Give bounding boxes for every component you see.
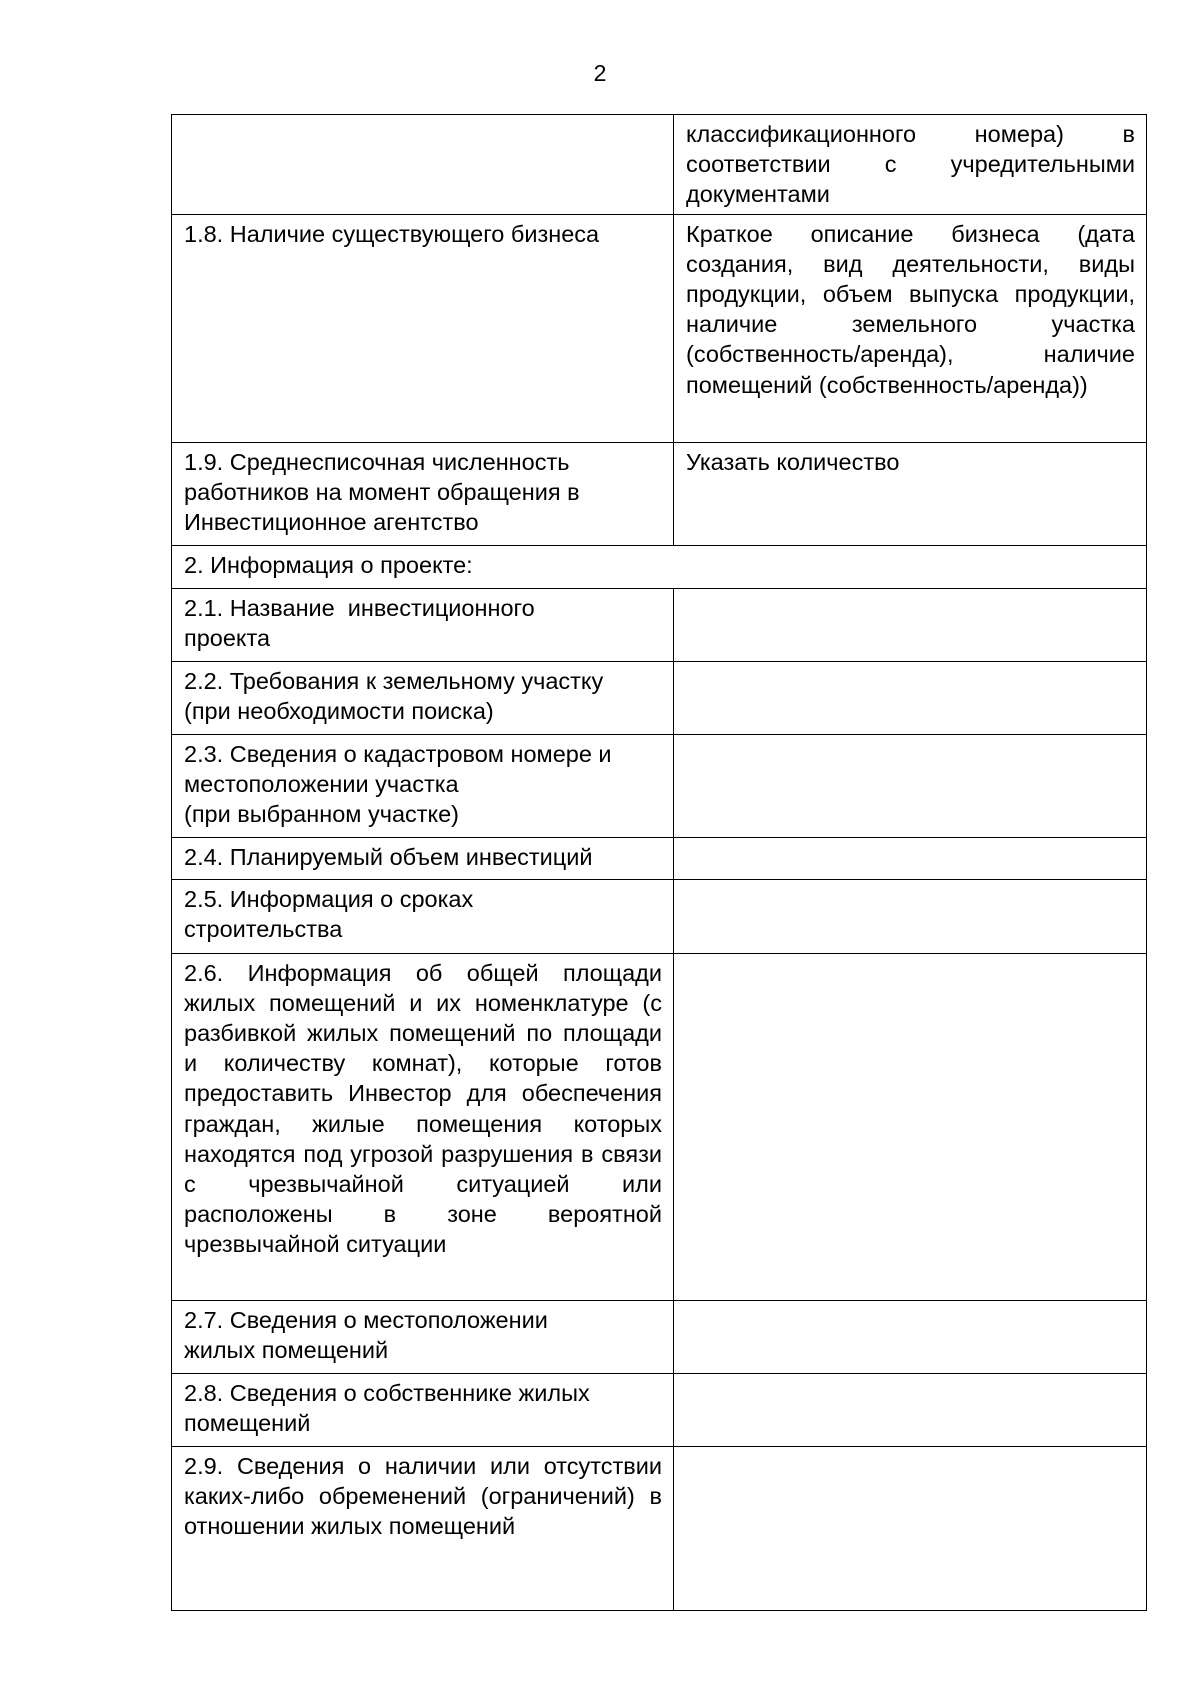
cell-employees-value: Указать количество — [674, 442, 1147, 545]
cell-encumbrances-value[interactable] — [674, 1446, 1147, 1610]
cell-cadastral-label — [172, 734, 674, 837]
table-row — [172, 879, 1147, 953]
cell-housing-location-label — [172, 1300, 674, 1373]
table-row — [172, 588, 1147, 661]
application-form-table — [171, 114, 1147, 1611]
table-row — [172, 214, 1147, 442]
label-line: Инвестиционное агентство — [184, 509, 479, 536]
empty-cell — [172, 115, 674, 215]
label-line: проекта — [184, 624, 271, 651]
label-line: 2.5. Информация о сроках — [184, 885, 474, 912]
cell-construction-terms-value[interactable] — [674, 879, 1147, 953]
cell-housing-area-label: 2.6. Информация об общей площади жилых помещений и их номенклатуре (с разбивкой жилых помещений по площади и количеству комнат), которые готов предоставить Инвестор для обеспечения граждан, жилые помещения которых находятся под угрозой разрушения в связи с чрезвычайной ситуацией или расположены в зоне вероятной чрезвычайной ситуации — [172, 953, 674, 1300]
label-line: 2.7. Сведения о местоположении — [184, 1306, 548, 1333]
label-line: местоположении участка — [184, 770, 459, 797]
table-row — [172, 442, 1147, 545]
table-row — [172, 1373, 1147, 1446]
label-line: 2.1. Название инвестиционного — [184, 594, 535, 621]
label-line: жилых помещений — [184, 1336, 389, 1363]
table-row — [172, 545, 1147, 588]
cell-housing-owner-label — [172, 1373, 674, 1446]
table-row — [172, 661, 1147, 734]
cell-investment-volume-label: 2.4. Планируемый объем инвестиций — [172, 837, 674, 879]
label-line: строительства — [184, 915, 343, 942]
label-line: (при необходимости поиска) — [184, 697, 494, 724]
cell-housing-area-value[interactable] — [674, 953, 1147, 1300]
table-row — [172, 1446, 1147, 1610]
label-line: 2.3. Сведения о кадастровом номере и — [184, 740, 612, 767]
label-line: 1.9. Среднесписочная численность — [184, 448, 570, 475]
table-row — [172, 837, 1147, 879]
label-line: работников на момент обращения в — [184, 478, 580, 505]
cell-construction-terms-label — [172, 879, 674, 953]
cell-classification-continued: классификационного номера) в соответствии с учредительными документами — [674, 115, 1147, 215]
section-heading-project-info: 2. Информация о проекте: — [172, 545, 1147, 588]
label-line: (при выбранном участке) — [184, 801, 459, 828]
cell-project-name-label — [172, 588, 674, 661]
cell-existing-business-description: Краткое описание бизнеса (дата создания, вид деятельности, виды продукции, объем выпуска продукции, наличие земельного участка (собственность/аренда), наличие помещений (собственность/аренда)) — [674, 214, 1147, 442]
cell-land-requirements-label — [172, 661, 674, 734]
cell-encumbrances-label: 2.9. Сведения о наличии или отсутствии каких-либо обременений (ограничений) в отношении жилых помещений — [172, 1446, 674, 1610]
table-row — [172, 115, 1147, 215]
cell-employees-label — [172, 442, 674, 545]
cell-land-requirements-value[interactable] — [674, 661, 1147, 734]
table-row — [172, 953, 1147, 1300]
label-line: 2.8. Сведения о собственнике жилых — [184, 1379, 590, 1406]
cell-project-name-value[interactable] — [674, 588, 1147, 661]
label-line: помещений — [184, 1409, 311, 1436]
table-row — [172, 734, 1147, 837]
cell-existing-business-label: 1.8. Наличие существующего бизнеса — [172, 214, 674, 442]
page-number: 2 — [593, 60, 607, 86]
cell-investment-volume-value[interactable] — [674, 837, 1147, 879]
table-row — [172, 1300, 1147, 1373]
cell-cadastral-value[interactable] — [674, 734, 1147, 837]
cell-housing-owner-value[interactable] — [674, 1373, 1147, 1446]
cell-housing-location-value[interactable] — [674, 1300, 1147, 1373]
label-line: 2.2. Требования к земельному участку — [184, 667, 604, 694]
